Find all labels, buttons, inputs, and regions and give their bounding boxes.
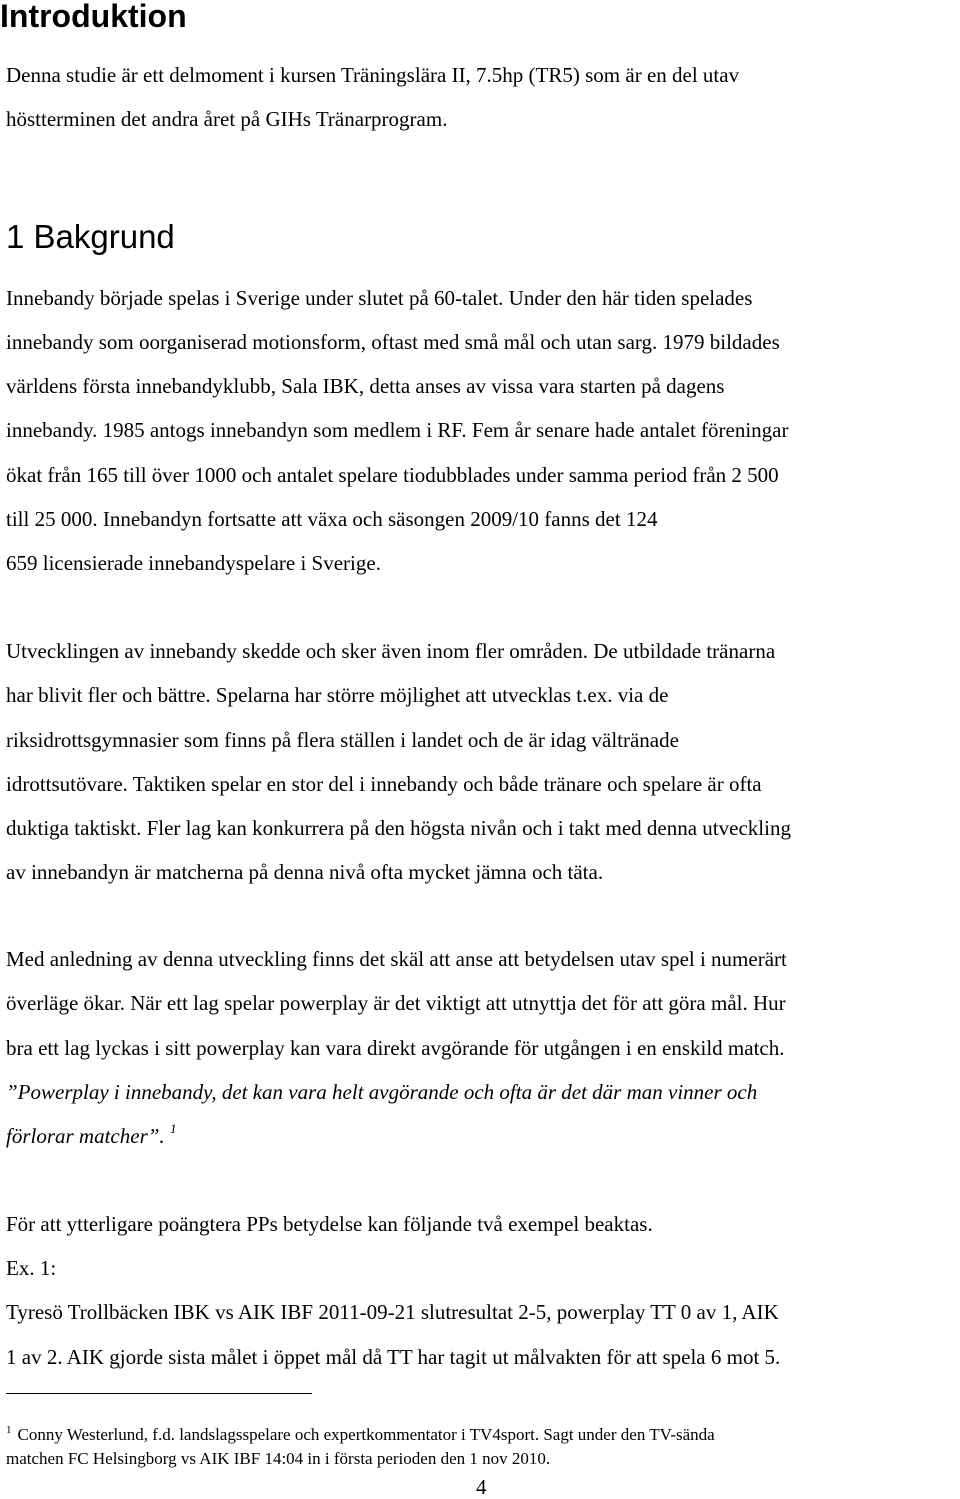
quote-line-2 — [6, 1121, 176, 1154]
para2-line-4: idrottsutövare. Taktiken spelar en stor del i innebandy och både tränare och spelare är ofta — [6, 772, 762, 796]
para3-line-2: överläge ökar. När ett lag spelar powerplay är det viktigt att utnyttja det för att göra mål. Hur — [6, 991, 786, 1015]
para1-line-3: världens första innebandyklubb, Sala IBK, detta anses av vissa vara starten på dagens — [6, 374, 725, 398]
page-title: Introduktion — [0, 0, 187, 34]
para1-line-1: Innebandy började spelas i Sverige under slutet på 60-talet. Under den här tiden spelades — [6, 286, 753, 310]
footnote-line-1 — [6, 1423, 715, 1449]
para3-line-1: Med anledning av denna utveckling finns det skäl att anse att betydelsen utav spel i numerärt — [6, 947, 787, 971]
para2-line-6: av innebandyn är matcherna på denna nivå ofta mycket jämna och täta. — [6, 860, 604, 884]
para1-line-4: innebandy. 1985 antogs innebandyn som medlem i RF. Fem år senare hade antalet föreningar — [6, 418, 789, 442]
footnote-divider — [6, 1393, 312, 1394]
para2-line-5: duktiga taktiskt. Fler lag kan konkurrera på den högsta nivån och i takt med denna utveckling — [6, 816, 791, 840]
footnote-text-1: Conny Westerlund, f.d. landslagsspelare och expertkommentator i TV4sport. Sagt under den TV-sända — [17, 1425, 715, 1444]
para2-line-1: Utvecklingen av innebandy skedde och sker även inom fler områden. De utbildade tränarna — [6, 639, 776, 663]
example-line-2: 1 av 2. AIK gjorde sista målet i öppet mål då TT har tagit ut målvakten för att spela 6 mot 5. — [6, 1345, 781, 1369]
para2-line-3: riksidrottsgymnasier som finns på flera ställen i landet och de är idag vältränade — [6, 728, 679, 752]
para1-line-5: ökat från 165 till över 1000 och antalet spelare tiodubblades under samma period från 2 500 — [6, 463, 779, 487]
para2-line-2: har blivit fler och bättre. Spelarna har större möjlighet att utvecklas t.ex. via de — [6, 683, 669, 707]
example-line-1: Tyresö Trollbäcken IBK vs AIK IBF 2011-09-21 slutresultat 2-5, powerplay TT 0 av 1, AIK — [6, 1300, 779, 1324]
example-label: Ex. 1: — [6, 1256, 57, 1280]
para3-line-3: bra ett lag lyckas i sitt powerplay kan vara direkt avgörande för utgången i en enskild match. — [6, 1036, 785, 1060]
footnote-number: 1 — [6, 1424, 12, 1436]
intro-line-2: höstterminen det andra året på GIHs Tränarprogram. — [6, 107, 448, 131]
footnote-line-2: matchen FC Helsingborg vs AIK IBF 14:04 in i första perioden den 1 nov 2010. — [6, 1449, 551, 1468]
para1-line-7: 659 licensierade innebandyspelare i Sverige. — [6, 551, 381, 575]
para4-line: För att ytterligare poängtera PPs betydelse kan följande två exempel beaktas. — [6, 1212, 653, 1236]
page-number: 4 — [476, 1475, 487, 1499]
footnote-reference: 1 — [169, 1121, 177, 1136]
para1-line-2: innebandy som oorganiserad motionsform, oftast med små mål och utan sarg. 1979 bildades — [6, 330, 780, 354]
intro-line-1: Denna studie är ett delmoment i kursen Träningslära II, 7.5hp (TR5) som är en del utav — [6, 63, 740, 87]
section-heading: 1 Bakgrund — [6, 218, 175, 255]
quote-text: förlorar matcher”. — [6, 1124, 165, 1148]
quote-line-1: ”Powerplay i innebandy, det kan vara helt avgörande och ofta är det där man vinner och — [6, 1080, 758, 1104]
para1-line-6: till 25 000. Innebandyn fortsatte att växa och säsongen 2009/10 fanns det 124 — [6, 507, 658, 531]
